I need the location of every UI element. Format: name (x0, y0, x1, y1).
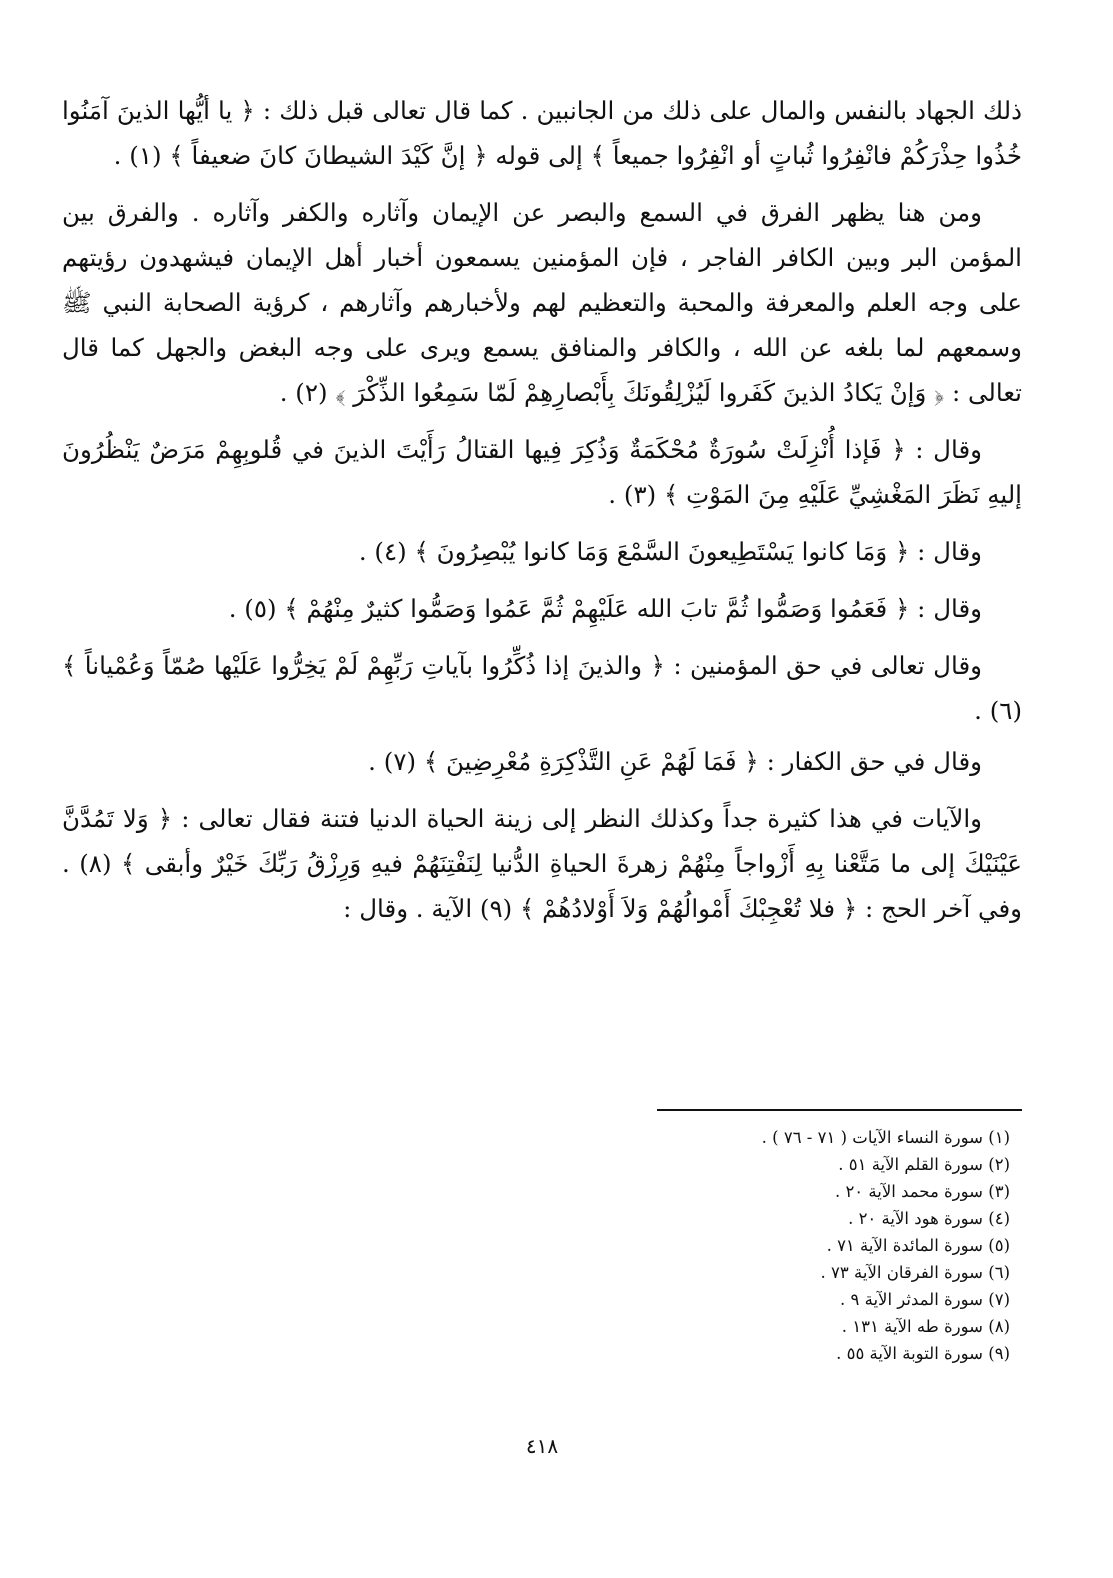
paragraph: وقال : ﴿ فَعَمُوا وَصَمُّوا ثُمَّ تابَ الله عَلَيْهِمْ ثُمَّ عَمُوا وَصَمُّوا كثيرٌ مِنْهُمْ ﴾ (٥) . (228, 594, 982, 623)
main-text (62, 88, 1022, 931)
paragraph: وقال في حق الكفار : ﴿ فَمَا لَهُمْ عَنِ التَّذْكِرَةِ مُعْرِضِينَ ﴾ (٧) . (368, 747, 982, 776)
paragraph: وقال : ﴿ فَإذا أُنْزِلَتْ سُورَةٌ مُحْكَمَةٌ وَذُكِرَ فِيها القتالُ رَأَيْتَ الذينَ في قُلوبِهِمْ مَرَضٌ يَنْظُرُونَ إليهِ نَظَرَ المَغْشِيِّ عَلَيْهِ مِنَ المَوْتِ ﴾ (٣) . (62, 435, 1022, 509)
footnotes-list (390, 1124, 1010, 1367)
footnote: (٣) سورة محمد الآية ٢٠ . (834, 1182, 1010, 1201)
footnote: (٤) سورة هود الآية ٢٠ . (848, 1209, 1010, 1228)
footnote: (٢) سورة القلم الآية ٥١ . (838, 1155, 1010, 1174)
paragraph: ذلك الجهاد بالنفس والمال على ذلك من الجانبين . كما قال تعالى قبل ذلك : ﴿ يا أيُّها الذينَ آمَنُوا خُذُوا حِذْرَكُمْ فانْفِرُوا ثُباتٍ أو انْفِرُوا جميعاً ﴾ إلى قوله ﴿ إنَّ كَيْدَ الشيطانَ كانَ ضعيفاً ﴾ (١) . (62, 96, 1022, 170)
page-number: ٤١٨ (525, 1434, 559, 1458)
footnote: (٦) سورة الفرقان الآية ٧٣ . (820, 1263, 1010, 1282)
footnote: (٩) سورة التوبة الآية ٥٥ . (836, 1344, 1010, 1363)
paragraph: وقال : ﴿ وَمَا كانوا يَسْتَطِيعونَ السَّمْعَ وَمَا كانوا يُبْصِرُونَ ﴾ (٤) . (358, 537, 982, 566)
footnote: (٥) سورة المائدة الآية ٧١ . (826, 1236, 1010, 1255)
paragraph: وقال تعالى في حق المؤمنين : ﴿ والذينَ إذا ذُكِّرُوا بآياتِ رَبِّهِمْ لَمْ يَخِرُّوا عَلَيْها صُمّاً وَعُمْياناً ﴾ (٦) . (62, 651, 1022, 725)
footnote: (٧) سورة المدثر الآية ٩ . (839, 1290, 1010, 1309)
footnote-divider (657, 1109, 1022, 1111)
footnote: (١) سورة النساء الآيات ( ٧١ - ٧٦ ) . (761, 1128, 1010, 1147)
footnote: (٨) سورة طه الآية ١٣١ . (841, 1317, 1010, 1336)
paragraph: ومن هنا يظهر الفرق في السمع والبصر عن الإيمان وآثاره والكفر وآثاره . والفرق بين المؤمن البر وبين الكافر الفاجر ، فإن المؤمنين يسمعون أخبار أهل الإيمان فيشهدون رؤيتهم على وجه العلم والمعرفة والمحبة والتعظيم لهم ولأخبارهم وآثارهم ، كرؤية الصحابة النبي ﷺ وسمعهم لما بلغه عن الله ، والكافر والمنافق يسمع ويرى على وجه البغض والجهل كما قال تعالى : ﴿ وَإنْ يَكادُ الذينَ كَفَروا لَيُزْلِقُونَكَ بِأَبْصارِهِمْ لَمّا سَمِعُوا الذِّكْرَ ﴾ (٢) . (62, 198, 1022, 407)
paragraph: والآيات في هذا كثيرة جداً وكذلك النظر إلى زينة الحياة الدنيا فتنة فقال تعالى : ﴿ وَلا تَمُدَّنَّ عَيْنَيْكَ إلى ما مَتَّعْنا بِهِ أَزْواجاً مِنْهُمْ زهرةَ الحياةِ الدُّنيا لِنَفْتِنَهُمْ فيهِ وَرِزْقُ رَبِّكَ خَيْرٌ وأبقى ﴾ (٨) . وفي آخر الحج : ﴿ فلا تُعْجِبْكَ أَمْوالُهُمْ وَلاَ أَوْلادُهُمْ ﴾ (٩) الآية . وقال : (62, 804, 1022, 923)
book-page (62, 88, 1022, 1558)
